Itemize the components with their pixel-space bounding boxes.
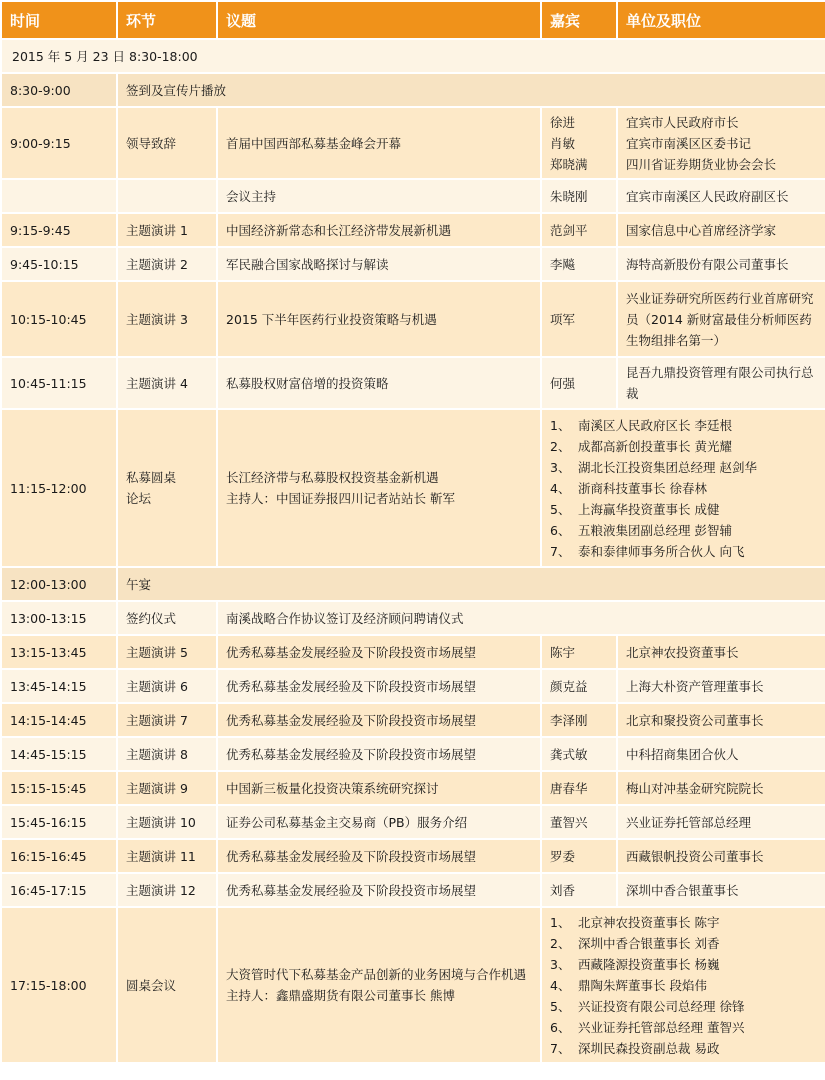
panelist-item	[550, 954, 817, 975]
time-cell: 12:00-13:00	[1, 567, 117, 601]
topic-cell: 优秀私募基金发展经验及下阶段投资市场展望	[217, 839, 541, 873]
panelist-item	[550, 415, 817, 436]
table-row	[1, 805, 825, 839]
topic-cell: 中国新三板量化投资决策系统研究探讨	[217, 771, 541, 805]
panelist-text: 北京神农投资董事长 陈宇	[578, 914, 720, 930]
time-cell: 10:15-10:45	[1, 281, 117, 357]
guest-cell: 颜克益	[541, 669, 617, 703]
table-row	[1, 737, 825, 771]
table-row	[1, 703, 825, 737]
segment-cell: 主题演讲 12	[117, 873, 217, 907]
panelist-text: 上海赢华投资董事长 成健	[578, 501, 720, 517]
org-cell: 昆吾九鼎投资管理有限公司执行总裁	[617, 357, 825, 409]
topic-cell: 军民融合国家战略探讨与解读	[217, 247, 541, 281]
moderator-line: 主持人：鑫鼎盛期货有限公司董事长 熊博	[226, 988, 455, 1003]
panelist-text: 湖北长江投资集团总经理 赵剑华	[578, 459, 757, 475]
table-row	[1, 409, 825, 567]
guest-name: 徐进	[550, 114, 576, 130]
time-cell	[1, 179, 117, 213]
time-cell: 15:15-15:45	[1, 771, 117, 805]
time-cell: 16:45-17:15	[1, 873, 117, 907]
guest-cell: 项军	[541, 281, 617, 357]
date-banner: 2015 年 5 月 23 日 8:30-18:00	[1, 39, 825, 73]
time-cell: 17:15-18:00	[1, 907, 117, 1063]
guest-cell: 唐春华	[541, 771, 617, 805]
time-cell: 13:15-13:45	[1, 635, 117, 669]
panelist-text: 兴业证券托管部总经理 董智兴	[578, 1019, 745, 1035]
panelist-num: 7、	[550, 543, 571, 559]
table-row	[1, 567, 825, 601]
guest-cell: 朱晓刚	[541, 179, 617, 213]
panelist-num: 4、	[550, 977, 571, 993]
time-cell: 8:30-9:00	[1, 73, 117, 107]
topic-cell: 优秀私募基金发展经验及下阶段投资市场展望	[217, 669, 541, 703]
panelist-item	[550, 996, 817, 1017]
guest-cell: 董智兴	[541, 805, 617, 839]
guest-cell: 李飚	[541, 247, 617, 281]
guest-name: 肖敏	[550, 135, 576, 151]
panelist-item	[550, 478, 817, 499]
panelist-list	[550, 912, 817, 1059]
table-row	[1, 107, 825, 179]
panelist-text: 五粮液集团副总经理 彭智辅	[578, 522, 732, 538]
table-row	[1, 179, 825, 213]
org-name: 宜宾市南溪区区委书记	[626, 135, 752, 151]
time-cell: 10:45-11:15	[1, 357, 117, 409]
panelist-text: 泰和泰律师事务所合伙人 向飞	[578, 543, 745, 559]
table-row	[1, 247, 825, 281]
table-row	[1, 839, 825, 873]
topic-cell: 首届中国西部私募基金峰会开幕	[217, 107, 541, 179]
panelist-text: 浙商科技董事长 徐春林	[578, 480, 707, 496]
panel-cell	[541, 907, 825, 1063]
time-cell: 13:00-13:15	[1, 601, 117, 635]
panelist-item	[550, 933, 817, 954]
topic-cell: 证券公司私募基金主交易商（PB）服务介绍	[217, 805, 541, 839]
panelist-text: 深圳民森投资副总裁 易政	[578, 1040, 720, 1056]
header-time: 时间	[1, 1, 117, 39]
panelist-num: 6、	[550, 522, 571, 538]
panelist-num: 6、	[550, 1019, 571, 1035]
segment-cell: 圆桌会议	[117, 907, 217, 1063]
guest-cell: 范剑平	[541, 213, 617, 247]
segment-cell: 主题演讲 1	[117, 213, 217, 247]
org-cell: 兴业证券托管部总经理	[617, 805, 825, 839]
segment-cell: 签约仪式	[117, 601, 217, 635]
header-guest: 嘉宾	[541, 1, 617, 39]
guest-cell: 陈宇	[541, 635, 617, 669]
segment-cell: 主题演讲 3	[117, 281, 217, 357]
panelist-num: 4、	[550, 480, 571, 496]
topic-line: 大资管时代下私募基金产品创新的业务困境与合作机遇	[226, 967, 527, 982]
segment-cell: 签到及宣传片播放	[117, 73, 825, 107]
panelist-text: 鼎陶朱辉董事长 段焰伟	[578, 977, 707, 993]
topic-cell: 优秀私募基金发展经验及下阶段投资市场展望	[217, 635, 541, 669]
panelist-text: 南溪区人民政府区长 李廷根	[578, 417, 732, 433]
org-cell	[617, 107, 825, 179]
segment-cell: 主题演讲 10	[117, 805, 217, 839]
panelist-item	[550, 436, 817, 457]
org-cell: 宜宾市南溪区人民政府副区长	[617, 179, 825, 213]
org-cell: 兴业证券研究所医药行业首席研究员（2014 新财富最佳分析师医药生物组排名第一）	[617, 281, 825, 357]
table-row	[1, 669, 825, 703]
topic-cell: 中国经济新常态和长江经济带发展新机遇	[217, 213, 541, 247]
segment-cell: 主题演讲 11	[117, 839, 217, 873]
org-cell: 西藏银帆投资公司董事长	[617, 839, 825, 873]
panelist-num: 3、	[550, 459, 571, 475]
panelist-text: 兴证投资有限公司总经理 徐锋	[578, 998, 745, 1014]
org-cell: 深圳中香合银董事长	[617, 873, 825, 907]
topic-cell: 私募股权财富倍增的投资策略	[217, 357, 541, 409]
guest-cell: 何强	[541, 357, 617, 409]
time-cell: 13:45-14:15	[1, 669, 117, 703]
segment-cell	[117, 179, 217, 213]
segment-cell: 主题演讲 7	[117, 703, 217, 737]
panelist-num: 5、	[550, 998, 571, 1014]
guest-cell: 刘香	[541, 873, 617, 907]
panelist-item	[550, 457, 817, 478]
panelist-num: 7、	[550, 1040, 571, 1056]
table-row	[1, 771, 825, 805]
panelist-text: 成都高新创投董事长 黄光耀	[578, 438, 732, 454]
segment-line: 私募圆桌	[126, 470, 177, 485]
topic-cell: 会议主持	[217, 179, 541, 213]
table-row	[1, 357, 825, 409]
panelist-item	[550, 541, 817, 562]
panelist-item	[550, 1038, 817, 1059]
panelist-text: 深圳中香合银董事长 刘香	[578, 935, 720, 951]
time-cell: 14:15-14:45	[1, 703, 117, 737]
panelist-num: 5、	[550, 501, 571, 517]
segment-cell: 主题演讲 6	[117, 669, 217, 703]
header-segment: 环节	[117, 1, 217, 39]
panelist-num: 3、	[550, 956, 571, 972]
segment-line: 论坛	[126, 491, 152, 506]
org-name: 宜宾市人民政府市长	[626, 114, 739, 130]
segment-cell: 午宴	[117, 567, 825, 601]
panelist-num: 1、	[550, 914, 571, 930]
org-cell: 上海大朴资产管理董事长	[617, 669, 825, 703]
header-row	[1, 1, 825, 39]
moderator-line: 主持人：中国证券报四川记者站站长 靳军	[226, 491, 455, 506]
org-cell: 中科招商集团合伙人	[617, 737, 825, 771]
org-cell: 北京神农投资董事长	[617, 635, 825, 669]
time-cell: 9:15-9:45	[1, 213, 117, 247]
segment-cell: 主题演讲 9	[117, 771, 217, 805]
time-cell: 14:45-15:15	[1, 737, 117, 771]
topic-cell: 优秀私募基金发展经验及下阶段投资市场展望	[217, 703, 541, 737]
topic-cell: 南溪战略合作协议签订及经济顾问聘请仪式	[217, 601, 825, 635]
guest-cell	[541, 107, 617, 179]
segment-cell: 主题演讲 5	[117, 635, 217, 669]
panelist-num: 2、	[550, 935, 571, 951]
time-cell: 9:00-9:15	[1, 107, 117, 179]
table-row	[1, 73, 825, 107]
topic-cell: 2015 下半年医药行业投资策略与机遇	[217, 281, 541, 357]
org-cell: 梅山对冲基金研究院院长	[617, 771, 825, 805]
segment-cell: 领导致辞	[117, 107, 217, 179]
panelist-item	[550, 520, 817, 541]
topic-cell: 优秀私募基金发展经验及下阶段投资市场展望	[217, 737, 541, 771]
panelist-item	[550, 912, 817, 933]
guest-cell: 罗委	[541, 839, 617, 873]
time-cell: 16:15-16:45	[1, 839, 117, 873]
header-org: 单位及职位	[617, 1, 825, 39]
segment-cell	[117, 409, 217, 567]
segment-cell: 主题演讲 4	[117, 357, 217, 409]
table-row	[1, 873, 825, 907]
time-cell: 9:45-10:15	[1, 247, 117, 281]
guest-cell: 龚式敏	[541, 737, 617, 771]
segment-cell: 主题演讲 8	[117, 737, 217, 771]
panel-cell	[541, 409, 825, 567]
topic-cell: 优秀私募基金发展经验及下阶段投资市场展望	[217, 873, 541, 907]
org-cell: 海特高新股份有限公司董事长	[617, 247, 825, 281]
panelist-list	[550, 415, 817, 562]
segment-cell: 主题演讲 2	[117, 247, 217, 281]
time-cell: 11:15-12:00	[1, 409, 117, 567]
table-row	[1, 907, 825, 1063]
table-row	[1, 601, 825, 635]
header-topic: 议题	[217, 1, 541, 39]
topic-cell	[217, 907, 541, 1063]
org-cell: 北京和聚投资公司董事长	[617, 703, 825, 737]
topic-line: 长江经济带与私募股权投资基金新机遇	[226, 470, 439, 485]
panelist-num: 2、	[550, 438, 571, 454]
table-row	[1, 281, 825, 357]
guest-cell: 李泽刚	[541, 703, 617, 737]
org-cell: 国家信息中心首席经济学家	[617, 213, 825, 247]
table-row	[1, 635, 825, 669]
topic-cell	[217, 409, 541, 567]
time-cell: 15:45-16:15	[1, 805, 117, 839]
date-banner-row	[1, 39, 825, 73]
panelist-item	[550, 1017, 817, 1038]
org-name: 四川省证券期货业协会会长	[626, 156, 777, 172]
panelist-item	[550, 499, 817, 520]
table-row	[1, 213, 825, 247]
panelist-num: 1、	[550, 417, 571, 433]
guest-name: 郑晓满	[550, 156, 588, 172]
panelist-item	[550, 975, 817, 996]
panelist-text: 西藏隆源投资董事长 杨巍	[578, 956, 720, 972]
